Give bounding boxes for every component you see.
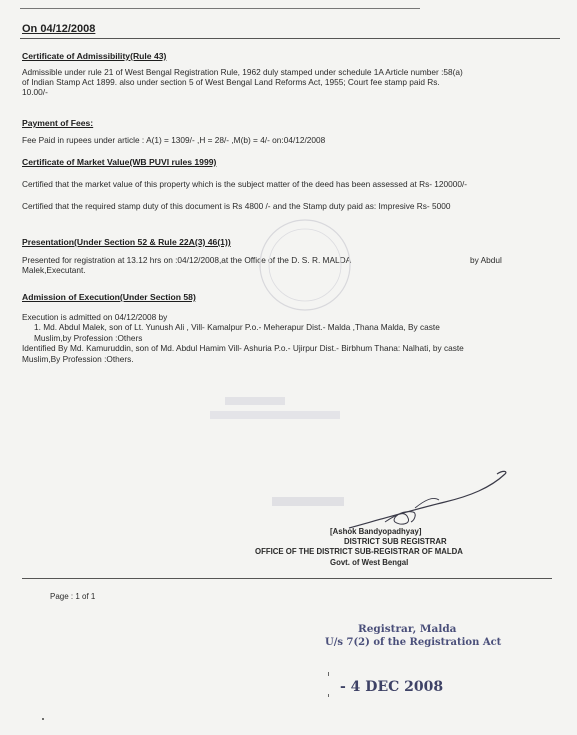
signatory-govt: Govt. of West Bengal: [330, 558, 409, 567]
admission-heading: Admission of Execution(Under Section 58): [22, 292, 196, 302]
admissibility-line-2: of Indian Stamp Act 1899. also under section 5 of West Bengal Land Reforms Act, 1955; Court fee stamp paid Rs.: [22, 77, 440, 87]
faded-reverse-stamp: [205, 393, 345, 433]
signatory-name: [Ashok Bandyopadhyay]: [330, 527, 422, 536]
footer-rule: [22, 578, 552, 579]
payment-fees-heading: Payment of Fees:: [22, 118, 94, 128]
presentation-line-2: Malek,Executant.: [22, 265, 86, 275]
document-date-title: On 04/12/2008: [22, 23, 96, 35]
title-rule: [20, 38, 560, 39]
admission-line-5: Muslim,By Profession :Others.: [22, 354, 134, 364]
signatory-office: OFFICE OF THE DISTRICT SUB-REGISTRAR OF MALDA: [255, 547, 463, 556]
admissibility-line-1: Admissible under rule 21 of West Bengal Registration Rule, 1962 duly stamped under schedule 1A Article number :58(a): [22, 67, 463, 77]
admission-line-1: Execution is admitted on 04/12/2008 by: [22, 312, 168, 322]
presentation-by-abdul: by Abdul: [470, 255, 502, 265]
admissibility-line-3: 10.00/-: [22, 87, 48, 97]
faded-watermark-seal: [250, 215, 360, 315]
market-value-heading: Certificate of Market Value(WB PUVI rules 1999): [22, 157, 217, 167]
market-value-line-2: Certified that the required stamp duty of this document is Rs 4800 /- and the Stamp duty paid as: Impresive Rs- 5000: [22, 201, 451, 211]
speck: [328, 694, 329, 697]
admission-line-4: Identified By Md. Kamuruddin, son of Md. Abdul Hamim Vill- Ashuria P.o.- Ujirpur Dist.- Birbhum Thana: Nalhati, by caste: [22, 343, 464, 353]
top-rule: [20, 8, 420, 9]
presentation-line-1: Presented for registration at 13.12 hrs on :04/12/2008,at the Office of the D. S. R. MALDA: [22, 255, 352, 265]
signature-scribble: [345, 460, 515, 535]
presentation-heading: Presentation(Under Section 52 & Rule 22A(3) 46(1)): [22, 237, 231, 247]
registrar-stamp-line-2: U/s 7(2) of the Registration Act: [325, 637, 502, 648]
faded-reverse-date: [270, 492, 350, 512]
admissibility-heading: Certificate of Admissibility(Rule 43): [22, 51, 167, 61]
speck: [42, 718, 44, 720]
payment-fees-line: Fee Paid in rupees under article : A(1) = 1309/- ,H = 28/- ,M(b) = 4/- on:04/12/2008: [22, 135, 326, 145]
signatory-title: DISTRICT SUB REGISTRAR: [344, 537, 447, 546]
registrar-date-stamp: - 4 DEC 2008: [340, 679, 444, 695]
admission-line-2: 1. Md. Abdul Malek, son of Lt. Yunush Ali , Vill- Kamalpur P.o.- Meherapur Dist.- Malda ,Thana Malda, By caste: [34, 322, 440, 332]
market-value-line-1: Certified that the market value of this property which is the subject matter of the deed has been assessed at Rs- 120000/-: [22, 179, 468, 189]
admission-line-3: Muslim,by Profession :Others: [34, 333, 143, 343]
speck: [328, 672, 329, 676]
registrar-stamp-line-1: Registrar, Malda: [358, 623, 457, 635]
page-number: Page : 1 of 1: [50, 592, 96, 601]
